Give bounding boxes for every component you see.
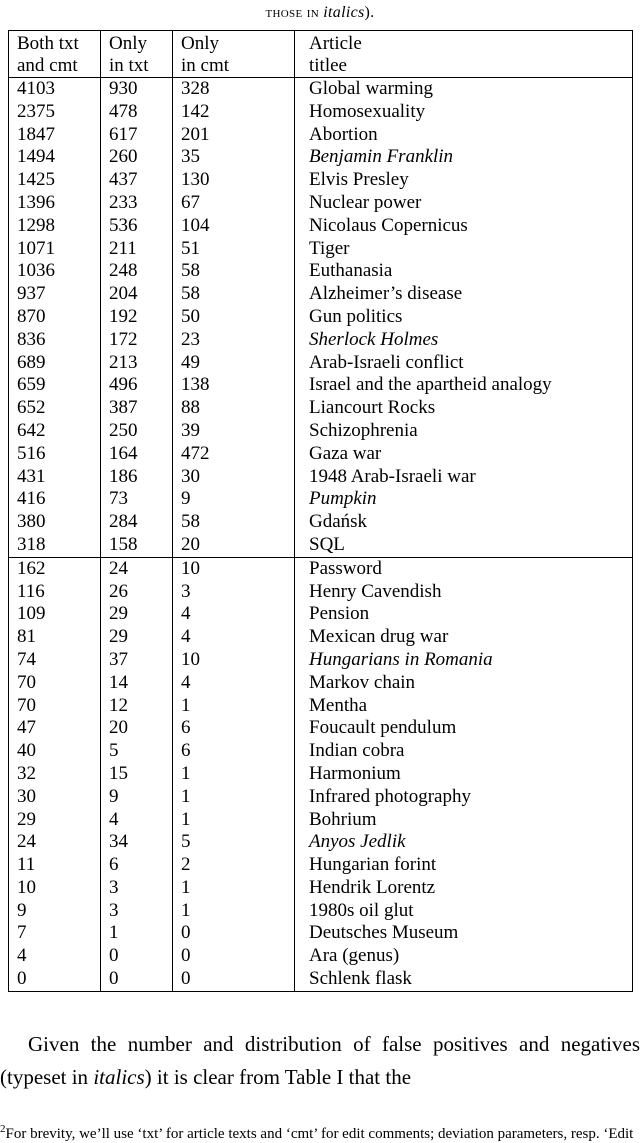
only-txt-count: 29 bbox=[101, 626, 173, 649]
only-txt-count: 26 bbox=[101, 581, 173, 604]
only-txt-count: 211 bbox=[101, 238, 173, 261]
table-row bbox=[9, 374, 633, 397]
footnote-text: For brevity, we’ll use ‘txt’ for article texts and ‘cmt’ for edit comments; deviation parameters, resp. ‘Edit bbox=[5, 1126, 634, 1142]
table-row bbox=[9, 260, 633, 283]
both-count: 11 bbox=[17, 854, 36, 876]
only-cmt-count: 49 bbox=[173, 352, 295, 375]
only-cmt-count: 1 bbox=[173, 786, 295, 809]
only-cmt-count: 138 bbox=[173, 374, 295, 397]
table-row bbox=[9, 352, 633, 375]
only-cmt-count: 9 bbox=[173, 488, 295, 511]
article-title: Deutsches Museum bbox=[295, 922, 633, 945]
table-row bbox=[9, 831, 633, 854]
both-count: 652 bbox=[17, 397, 46, 419]
table-row bbox=[9, 78, 633, 101]
table-row bbox=[9, 695, 633, 718]
only-txt-count: 204 bbox=[101, 283, 173, 306]
only-cmt-count: 51 bbox=[173, 238, 295, 261]
only-cmt-count: 1 bbox=[173, 877, 295, 900]
both-count: 10 bbox=[17, 876, 36, 898]
table-row bbox=[9, 649, 633, 672]
both-count: 380 bbox=[17, 511, 46, 533]
article-title: Sherlock Holmes bbox=[295, 329, 633, 352]
both-count: 1396 bbox=[17, 191, 55, 213]
only-txt-count: 37 bbox=[101, 649, 173, 672]
article-title: Homosexuality bbox=[295, 101, 633, 124]
article-title: Israel and the apartheid analogy bbox=[295, 374, 633, 397]
only-txt-count: 284 bbox=[101, 511, 173, 534]
only-txt-count: 3 bbox=[101, 900, 173, 923]
only-txt-count: 0 bbox=[101, 945, 173, 968]
only-txt-count: 4 bbox=[101, 809, 173, 832]
only-cmt-count: 20 bbox=[173, 534, 295, 557]
table-row bbox=[9, 968, 633, 991]
only-cmt-count: 4 bbox=[173, 626, 295, 649]
only-cmt-count: 0 bbox=[173, 922, 295, 945]
table-row bbox=[9, 626, 633, 649]
header-line: Only bbox=[109, 33, 147, 54]
only-txt-count: 164 bbox=[101, 443, 173, 466]
only-cmt-count: 10 bbox=[173, 557, 295, 580]
only-cmt-count: 88 bbox=[173, 397, 295, 420]
table-row bbox=[9, 443, 633, 466]
only-cmt-count: 58 bbox=[173, 511, 295, 534]
article-title: Liancourt Rocks bbox=[295, 397, 633, 420]
both-count: 431 bbox=[17, 465, 46, 487]
article-title: Bohrium bbox=[295, 809, 633, 832]
col-header-only-txt bbox=[101, 31, 173, 78]
both-count: 0 bbox=[17, 968, 27, 990]
table-row bbox=[9, 466, 633, 489]
only-cmt-count: 1 bbox=[173, 809, 295, 832]
article-title: Mexican drug war bbox=[295, 626, 633, 649]
article-title: Global warming bbox=[295, 78, 633, 101]
both-count: 70 bbox=[17, 671, 36, 693]
both-count: 1298 bbox=[17, 214, 55, 236]
table-row bbox=[9, 306, 633, 329]
both-count: 1847 bbox=[17, 123, 55, 145]
only-cmt-count: 23 bbox=[173, 329, 295, 352]
both-count: 162 bbox=[9, 557, 101, 580]
both-count: 1036 bbox=[17, 260, 55, 282]
article-title: Gun politics bbox=[295, 306, 633, 329]
only-txt-count: 387 bbox=[101, 397, 173, 420]
both-count: 1494 bbox=[17, 146, 55, 168]
article-title: Mentha bbox=[295, 695, 633, 718]
only-txt-count: 213 bbox=[101, 352, 173, 375]
article-title: SQL bbox=[295, 534, 633, 557]
only-txt-count: 12 bbox=[101, 695, 173, 718]
only-cmt-count: 1 bbox=[173, 763, 295, 786]
article-title: Hungarians in Romania bbox=[295, 649, 633, 672]
article-title: Euthanasia bbox=[295, 260, 633, 283]
only-cmt-count: 3 bbox=[173, 581, 295, 604]
both-count: 24 bbox=[17, 831, 36, 853]
only-txt-count: 5 bbox=[101, 740, 173, 763]
table-row bbox=[9, 740, 633, 763]
table-row bbox=[9, 192, 633, 215]
statistics-table bbox=[8, 30, 633, 992]
header-line: Only bbox=[181, 33, 219, 54]
table-row bbox=[9, 511, 633, 534]
only-cmt-count: 472 bbox=[173, 443, 295, 466]
only-txt-count: 3 bbox=[101, 877, 173, 900]
table-row bbox=[9, 329, 633, 352]
only-txt-count: 1 bbox=[101, 922, 173, 945]
only-cmt-count: 142 bbox=[173, 101, 295, 124]
table-row bbox=[9, 238, 633, 261]
only-txt-count: 248 bbox=[101, 260, 173, 283]
both-count: 74 bbox=[17, 648, 36, 670]
table-row bbox=[9, 809, 633, 832]
paragraph-text: Given the number and distribution of false positives and negatives (typeset in bbox=[0, 1031, 640, 1089]
only-cmt-count: 6 bbox=[173, 740, 295, 763]
only-txt-count: 158 bbox=[101, 534, 173, 557]
both-count: 836 bbox=[17, 328, 46, 350]
both-count: 659 bbox=[17, 374, 46, 396]
article-title: Gdańsk bbox=[295, 511, 633, 534]
only-txt-count: 34 bbox=[101, 831, 173, 854]
article-title: Henry Cavendish bbox=[295, 581, 633, 604]
table-row bbox=[9, 169, 633, 192]
header-line: Both txt bbox=[17, 33, 79, 54]
only-txt-count: 250 bbox=[101, 420, 173, 443]
table-caption bbox=[0, 4, 640, 22]
both-count: 70 bbox=[17, 694, 36, 716]
article-title: Foucault pendulum bbox=[295, 717, 633, 740]
both-count: 1071 bbox=[17, 237, 55, 259]
only-cmt-count: 201 bbox=[173, 124, 295, 147]
only-txt-count: 536 bbox=[101, 215, 173, 238]
table-row bbox=[9, 786, 633, 809]
only-txt-count: 496 bbox=[101, 374, 173, 397]
only-txt-count: 186 bbox=[101, 466, 173, 489]
footnote bbox=[0, 1123, 640, 1143]
article-title: Password bbox=[295, 557, 633, 580]
footnote-marker: 2 bbox=[0, 1123, 6, 1135]
only-txt-count: 20 bbox=[101, 717, 173, 740]
table-row bbox=[9, 603, 633, 626]
only-txt-count: 24 bbox=[101, 557, 173, 580]
table-header bbox=[9, 31, 633, 78]
both-count: 1425 bbox=[17, 169, 55, 191]
article-title: Nicolaus Copernicus bbox=[295, 215, 633, 238]
only-txt-count: 9 bbox=[101, 786, 173, 809]
table-row bbox=[9, 854, 633, 877]
header-line: Article bbox=[309, 33, 362, 54]
header-line: in cmt bbox=[181, 55, 230, 76]
article-title: Benjamin Franklin bbox=[295, 146, 633, 169]
only-txt-count: 15 bbox=[101, 763, 173, 786]
header-line: and cmt bbox=[17, 55, 78, 76]
only-txt-count: 233 bbox=[101, 192, 173, 215]
article-title: Abortion bbox=[295, 124, 633, 147]
only-cmt-count: 328 bbox=[173, 78, 295, 101]
only-txt-count: 29 bbox=[101, 603, 173, 626]
both-count: 516 bbox=[17, 442, 46, 464]
table-row bbox=[9, 877, 633, 900]
only-txt-count: 930 bbox=[101, 78, 173, 101]
only-cmt-count: 104 bbox=[173, 215, 295, 238]
both-count: 9 bbox=[17, 899, 27, 921]
only-cmt-count: 58 bbox=[173, 260, 295, 283]
article-title: Hungarian forint bbox=[295, 854, 633, 877]
article-title: Schlenk flask bbox=[295, 968, 633, 991]
table-row bbox=[9, 922, 633, 945]
article-title: Schizophrenia bbox=[295, 420, 633, 443]
only-cmt-count: 2 bbox=[173, 854, 295, 877]
only-cmt-count: 50 bbox=[173, 306, 295, 329]
both-count: 689 bbox=[17, 351, 46, 373]
only-txt-count: 172 bbox=[101, 329, 173, 352]
only-txt-count: 617 bbox=[101, 124, 173, 147]
only-txt-count: 0 bbox=[101, 968, 173, 991]
article-title: Gaza war bbox=[295, 443, 633, 466]
both-count: 642 bbox=[17, 419, 46, 441]
both-count: 30 bbox=[17, 785, 36, 807]
both-count: 870 bbox=[17, 305, 46, 327]
body-paragraph bbox=[0, 1028, 640, 1094]
table-row bbox=[9, 215, 633, 238]
only-cmt-count: 30 bbox=[173, 466, 295, 489]
table-row bbox=[9, 557, 633, 580]
article-title: Hendrik Lorentz bbox=[295, 877, 633, 900]
caption-smallcaps-text: those in bbox=[265, 4, 324, 21]
only-cmt-count: 4 bbox=[173, 603, 295, 626]
only-cmt-count: 4 bbox=[173, 672, 295, 695]
only-cmt-count: 0 bbox=[173, 968, 295, 991]
both-count: 47 bbox=[17, 717, 36, 739]
header-line: in txt bbox=[109, 55, 149, 76]
table-row bbox=[9, 488, 633, 511]
table-body bbox=[9, 78, 633, 992]
header-line: titlee bbox=[309, 55, 347, 76]
only-cmt-count: 1 bbox=[173, 900, 295, 923]
table-row bbox=[9, 900, 633, 923]
only-txt-count: 6 bbox=[101, 854, 173, 877]
col-header-both bbox=[9, 31, 101, 78]
both-count: 937 bbox=[17, 283, 46, 305]
article-title: Ara (genus) bbox=[295, 945, 633, 968]
article-title: Anyos Jedlik bbox=[295, 831, 633, 854]
only-cmt-count: 58 bbox=[173, 283, 295, 306]
only-cmt-count: 10 bbox=[173, 649, 295, 672]
table-row bbox=[9, 124, 633, 147]
header-row bbox=[9, 31, 633, 78]
article-title: Pumpkin bbox=[295, 488, 633, 511]
only-txt-count: 437 bbox=[101, 169, 173, 192]
article-title: Alzheimer’s disease bbox=[295, 283, 633, 306]
table-row bbox=[9, 945, 633, 968]
table-row bbox=[9, 717, 633, 740]
article-title: Infrared photography bbox=[295, 786, 633, 809]
paragraph-italic-word: italics bbox=[93, 1064, 145, 1089]
only-txt-count: 73 bbox=[101, 488, 173, 511]
only-cmt-count: 130 bbox=[173, 169, 295, 192]
both-count: 29 bbox=[17, 808, 36, 830]
both-count: 2375 bbox=[17, 100, 55, 122]
col-header-only-cmt bbox=[173, 31, 295, 78]
only-txt-count: 14 bbox=[101, 672, 173, 695]
article-title: 1948 Arab-Israeli war bbox=[295, 466, 633, 489]
article-title: Pension bbox=[295, 603, 633, 626]
article-title: Tiger bbox=[295, 238, 633, 261]
table-row bbox=[9, 420, 633, 443]
article-title: Markov chain bbox=[295, 672, 633, 695]
caption-suffix: ). bbox=[364, 4, 375, 21]
both-count: 116 bbox=[17, 580, 45, 602]
table-row bbox=[9, 534, 633, 557]
only-txt-count: 192 bbox=[101, 306, 173, 329]
only-cmt-count: 5 bbox=[173, 831, 295, 854]
only-cmt-count: 1 bbox=[173, 695, 295, 718]
table-row bbox=[9, 672, 633, 695]
both-count: 81 bbox=[17, 626, 36, 648]
article-title: Elvis Presley bbox=[295, 169, 633, 192]
both-count: 32 bbox=[17, 762, 36, 784]
col-header-article-title bbox=[295, 31, 633, 78]
table-row bbox=[9, 101, 633, 124]
article-title: Harmonium bbox=[295, 763, 633, 786]
only-cmt-count: 0 bbox=[173, 945, 295, 968]
both-count: 4 bbox=[17, 945, 27, 967]
only-txt-count: 478 bbox=[101, 101, 173, 124]
both-count: 416 bbox=[17, 488, 46, 510]
both-count: 7 bbox=[17, 922, 27, 944]
both-count: 4103 bbox=[17, 78, 55, 99]
article-title: Arab-Israeli conflict bbox=[295, 352, 633, 375]
only-txt-count: 260 bbox=[101, 146, 173, 169]
table-row bbox=[9, 397, 633, 420]
caption-italic-word: italics bbox=[323, 4, 365, 21]
only-cmt-count: 67 bbox=[173, 192, 295, 215]
both-count: 40 bbox=[17, 740, 36, 762]
only-cmt-count: 35 bbox=[173, 146, 295, 169]
both-count: 109 bbox=[17, 603, 46, 625]
only-cmt-count: 6 bbox=[173, 717, 295, 740]
table-row bbox=[9, 283, 633, 306]
article-title: 1980s oil glut bbox=[295, 900, 633, 923]
table-row bbox=[9, 763, 633, 786]
article-title: Nuclear power bbox=[295, 192, 633, 215]
article-title: Indian cobra bbox=[295, 740, 633, 763]
both-count: 318 bbox=[17, 533, 46, 555]
only-cmt-count: 39 bbox=[173, 420, 295, 443]
page bbox=[0, 4, 640, 1142]
paragraph-text: ) it is clear from Table I that the bbox=[144, 1064, 412, 1089]
table-row bbox=[9, 581, 633, 604]
table-row bbox=[9, 146, 633, 169]
